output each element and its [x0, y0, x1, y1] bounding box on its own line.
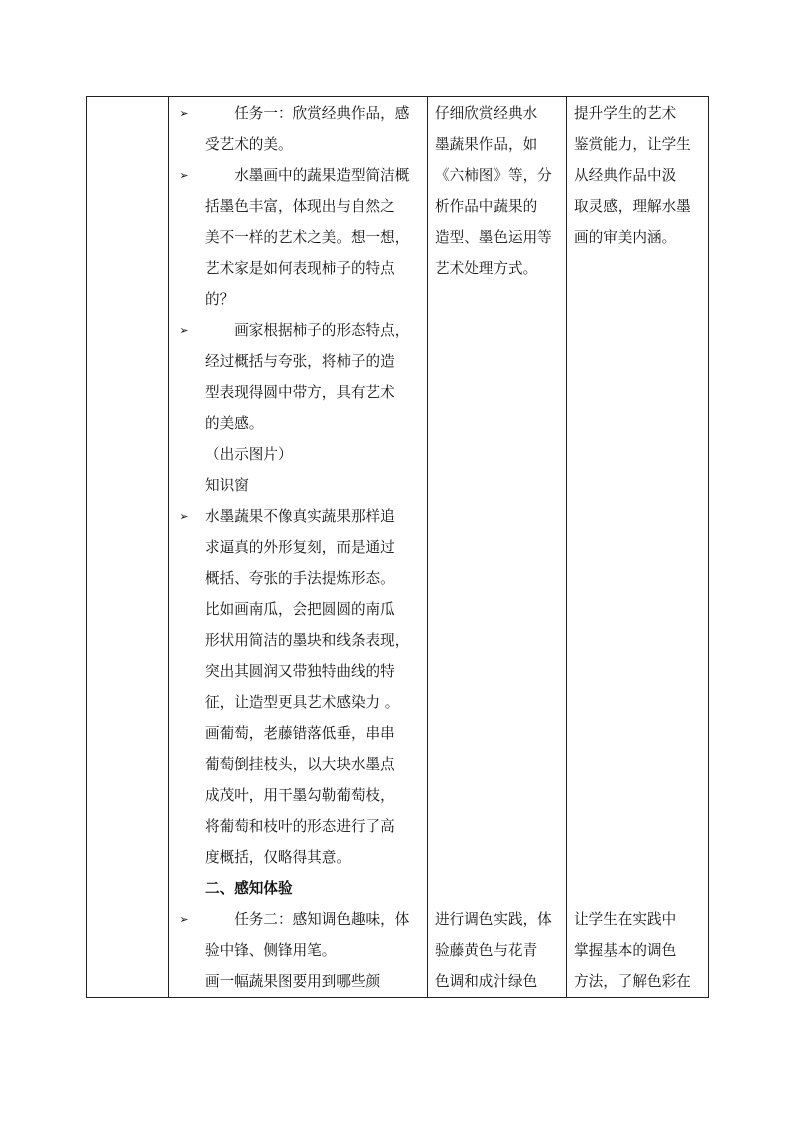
text-line — [205, 377, 427, 408]
spacer — [574, 656, 708, 687]
text-line: 造型、墨色运用等 — [435, 229, 552, 246]
spacer — [435, 315, 566, 346]
text-line: 画的审美内涵。 — [574, 229, 677, 246]
line-text: 型表现得圆中带方，具有艺术 — [205, 384, 395, 401]
spacer — [435, 408, 566, 439]
text-line: 析作品中蔬果的 — [435, 198, 538, 215]
design-intent-cell — [567, 97, 709, 998]
text-line: 仔细欣赏经典水 — [435, 105, 538, 122]
line-text: 成茂叶，用干墨勾勒葡萄枝， — [205, 787, 395, 804]
table-row — [87, 97, 709, 998]
text-line: 鉴赏能力，让学生 — [574, 136, 691, 153]
text-line — [205, 408, 427, 439]
spacer — [574, 811, 708, 842]
arrow-bullet-icon: ➢ — [179, 510, 189, 523]
text-line: 从经典作品中汲 — [574, 167, 677, 184]
text-line: 墨蔬果作品，如 — [435, 136, 538, 153]
bullet-line — [179, 98, 427, 129]
spacer — [435, 346, 566, 377]
text-line — [205, 563, 427, 594]
spacer — [574, 780, 708, 811]
spacer — [574, 253, 708, 284]
line-text: 受艺术的美。 — [205, 136, 293, 153]
spacer — [574, 687, 708, 718]
text-line — [205, 842, 427, 873]
spacer — [435, 501, 566, 532]
line-text: 水墨画中的蔬果造型简洁概 — [205, 167, 410, 184]
spacer — [435, 284, 566, 315]
line-text: 经过概括与夸张，将柿子的造 — [205, 353, 395, 370]
spacer — [435, 594, 566, 625]
spacer — [574, 377, 708, 408]
text-line — [205, 129, 427, 160]
bullet-line — [179, 315, 427, 346]
line-text: 突出其圆润又带独特曲线的特 — [205, 663, 395, 680]
spacer — [574, 408, 708, 439]
line-text: 水墨蔬果不像真实蔬果那样追 — [205, 508, 395, 525]
spacer — [574, 532, 708, 563]
line-text: 括墨色丰富，体现出与自然之 — [205, 198, 395, 215]
text-line: 方法，了解色彩在 — [574, 973, 691, 990]
text-line — [205, 718, 427, 749]
line-text: 知识窗 — [205, 477, 249, 494]
text-line: 色调和成汁绿色 — [435, 973, 538, 990]
text-line — [205, 222, 427, 253]
arrow-bullet-icon: ➢ — [179, 324, 189, 337]
bullet-line — [179, 904, 427, 935]
teacher-activity-cell — [169, 97, 428, 998]
spacer — [435, 811, 566, 842]
spacer — [435, 563, 566, 594]
line-text: 葡萄倒挂枝头，以大块水墨点 — [205, 756, 395, 773]
text-line: 进行调色实践，体 — [435, 911, 552, 928]
text-line — [205, 780, 427, 811]
spacer — [435, 439, 566, 470]
spacer — [574, 315, 708, 346]
spacer — [574, 718, 708, 749]
arrow-bullet-icon: ➢ — [179, 107, 189, 120]
student-activity-text — [428, 97, 566, 997]
line-text: 求逼真的外形复刻，而是通过 — [205, 539, 395, 556]
spacer — [574, 873, 708, 904]
design-intent-text — [567, 97, 708, 997]
line-text: 的美感。 — [205, 415, 264, 432]
student-activity-cell — [428, 97, 567, 998]
text-line — [205, 346, 427, 377]
bullet-line — [179, 501, 427, 532]
line-text: 画一幅蔬果图要用到哪些颜 — [205, 973, 381, 990]
text-line — [205, 191, 427, 222]
line-text: 验中锋、侧锋用笔。 — [205, 942, 337, 959]
text-line — [205, 439, 427, 470]
line-text: 征，让造型更具艺术感染力 。 — [205, 694, 400, 711]
spacer — [574, 501, 708, 532]
text-line — [205, 873, 427, 904]
text-line: 提升学生的艺术 — [574, 105, 677, 122]
spacer — [574, 842, 708, 873]
line-text: 美不一样的艺术之美。想一想， — [205, 229, 410, 246]
text-line — [205, 687, 427, 718]
spacer — [574, 749, 708, 780]
line-text: 二、感知体验 — [205, 880, 293, 897]
spacer — [574, 563, 708, 594]
spacer — [435, 656, 566, 687]
text-line: 掌握基本的调色 — [574, 942, 677, 959]
text-line — [205, 966, 427, 997]
text-line — [205, 594, 427, 625]
line-text: 任务一：欣赏经典作品，感 — [205, 105, 410, 122]
text-line — [205, 749, 427, 780]
spacer — [574, 346, 708, 377]
spacer — [574, 470, 708, 501]
line-text: 艺术家是如何表现柿子的特点 — [205, 260, 395, 277]
line-text: 度概括，仅略得其意。 — [205, 849, 351, 866]
spacer — [435, 873, 566, 904]
spacer — [574, 594, 708, 625]
spacer — [435, 749, 566, 780]
text-line: 让学生在实践中 — [574, 911, 677, 928]
line-text: （出示图片） — [205, 446, 293, 463]
text-line — [205, 253, 427, 284]
spacer — [574, 284, 708, 315]
line-text: 比如画南瓜，会把圆圆的南瓜 — [205, 601, 395, 618]
text-line: 《六柿图》等，分 — [435, 167, 552, 184]
line-text: 任务二：感知调色趣味，体 — [205, 911, 410, 928]
spacer — [435, 718, 566, 749]
line-text: 画家根据柿子的形态特点， — [205, 322, 410, 339]
text-line: 艺术处理方式。 — [435, 260, 538, 277]
spacer — [435, 377, 566, 408]
line-text: 概括、夸张的手法提炼形态。 — [205, 570, 395, 587]
text-line — [205, 470, 427, 501]
lesson-plan-table — [86, 96, 709, 998]
text-line — [205, 625, 427, 656]
spacer — [435, 687, 566, 718]
line-text: 的？ — [205, 291, 235, 308]
text-line — [205, 284, 427, 315]
spacer — [435, 625, 566, 656]
spacer — [574, 625, 708, 656]
line-text: 画葡萄，老藤错落低垂，串串 — [205, 725, 395, 742]
teacher-activity-text — [169, 97, 427, 997]
stage-cell — [87, 97, 169, 998]
spacer — [435, 780, 566, 811]
text-line — [205, 656, 427, 687]
arrow-bullet-icon: ➢ — [179, 169, 189, 182]
text-line — [205, 935, 427, 966]
spacer — [435, 842, 566, 873]
line-text: 形状用简洁的墨块和线条表现， — [205, 632, 410, 649]
spacer — [574, 439, 708, 470]
text-line — [205, 532, 427, 563]
spacer — [435, 470, 566, 501]
text-line: 取灵感，理解水墨 — [574, 198, 691, 215]
arrow-bullet-icon: ➢ — [179, 913, 189, 926]
text-line — [205, 811, 427, 842]
line-text: 将葡萄和枝叶的形态进行了高 — [205, 818, 395, 835]
spacer — [435, 532, 566, 563]
bullet-line — [179, 160, 427, 191]
text-line: 验藤黄色与花青 — [435, 942, 538, 959]
